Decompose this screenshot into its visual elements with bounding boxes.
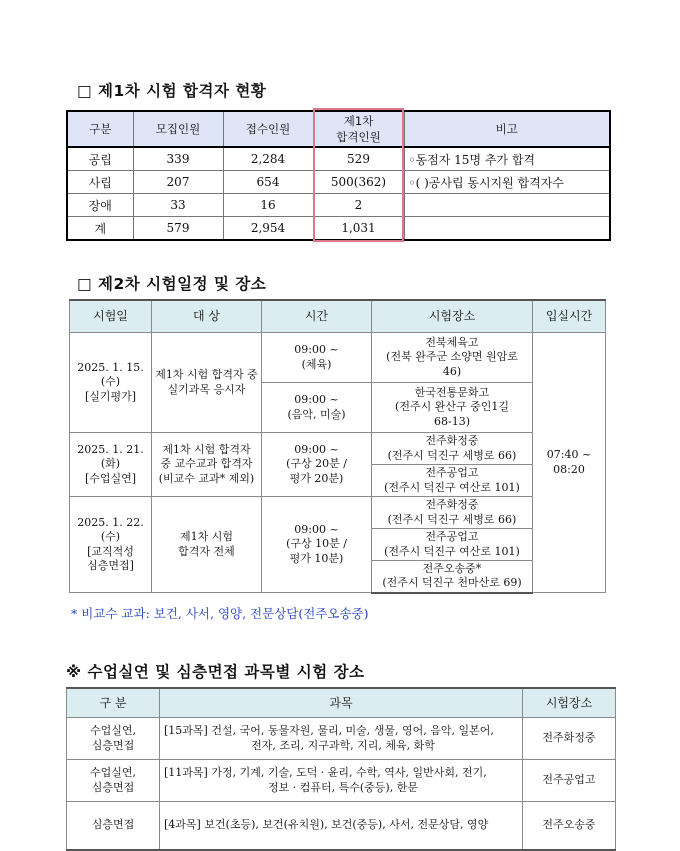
header-entry-time: 입실시간 [533,300,606,333]
header-venue: 시험장소 [372,300,533,333]
exam-venue: 전주공업고 (전주시 덕진구 여산로 101) [372,465,533,497]
row-type: 사립 [67,171,133,194]
exam-venue: 전북체육고 (전북 완주군 소양면 원암로 46) [372,333,533,383]
row-subjects: [15과목] 건설, 국어, 동물자원, 물리, 미술, 생물, 영어, 음악, 일본어, 전자, 조리, 지구과학, 지리, 체육, 화학 [160,718,523,760]
header-note: 비고 [404,111,610,147]
table-row [67,802,616,850]
exam-target: 제1차 시험 합격자 전체 [152,497,262,593]
row-applied: 2,954 [223,217,313,241]
row-type: 계 [67,217,133,241]
header-type: 구분 [67,111,133,147]
row-note [404,194,610,217]
header-type: 구 분 [67,688,160,718]
header-target: 대 상 [152,300,262,333]
row-applied: 654 [223,171,313,194]
row-applied: 16 [223,194,313,217]
row-passed: 2 [313,194,404,217]
row-type: 공립 [67,147,133,171]
header-venue: 시험장소 [523,688,616,718]
row-applied: 2,284 [223,147,313,171]
table-row [67,147,610,171]
row-subjects: [11과목] 가정, 기계, 기술, 도덕 · 윤리, 수학, 역사, 일반사회, 전기, 정보 · 컴퓨터, 특수(중등), 한문 [160,760,523,802]
section1-title: □ 제1차 시험 합격자 현황 [77,82,267,100]
exam-venue: 한국전통문화고 (전주시 완산구 중인1길 68-13) [372,383,533,433]
subject-venue-table [66,687,616,851]
table-row [67,194,610,217]
second-round-schedule-table [69,299,606,594]
footnote-non-teaching-subjects: * 비교수 교과: 보건, 사서, 영양, 전문상담(전주오송중) [71,606,369,621]
row-venue: 전주공업고 [523,760,616,802]
row-type: 수업실연, 심층면접 [67,760,160,802]
exam-time: 09:00 ~ (구상 20분 / 평가 20분) [262,433,372,497]
row-venue: 전주오송중 [523,802,616,850]
first-round-results-table [66,110,611,241]
row-quota: 579 [133,217,223,241]
row-note [404,217,610,241]
section2-title: □ 제2차 시험일정 및 장소 [77,275,267,293]
table-row-total [67,217,610,241]
header-passed: 제1차 합격인원 [313,111,404,147]
row-passed: 529 [313,147,404,171]
table-row [67,171,610,194]
exam-target: 제1차 시험 합격자 중 실기과목 응시자 [152,333,262,433]
exam-time: 09:00 ~ (음악, 미술) [262,383,372,433]
exam-date: 2025. 1. 21.(화) [수업실연] [70,433,152,497]
exam-venue: 전주화정중 (전주시 덕진구 세병로 66) [372,433,533,465]
row-type: 수업실연, 심층면접 [67,718,160,760]
section3-title: ※ 수업실연 및 심층면접 과목별 시험 장소 [66,663,365,681]
table-row [67,718,616,760]
exam-date: 2025. 1. 15.(수) [실기평가] [70,333,152,433]
row-type: 장애 [67,194,133,217]
row-note: ◦( )공사립 동시지원 합격자수 [404,171,610,194]
exam-venue: 전주공업고 (전주시 덕진구 여산로 101) [372,529,533,561]
exam-venue: 전주화정중 (전주시 덕진구 세병로 66) [372,497,533,529]
row-passed: 500(362) [313,171,404,194]
row-quota: 339 [133,147,223,171]
entry-time: 07:40 ~ 08:20 [533,333,606,593]
row-subjects: [4과목] 보건(초등), 보건(유치원), 보건(중등), 사서, 전문상담, 영양 [160,802,523,850]
exam-date: 2025. 1. 22.(수) [교직적성 심층면접] [70,497,152,593]
table-row [67,760,616,802]
exam-venue: 전주오송중* (전주시 덕진구 천마산로 69) [372,561,533,593]
row-type: 심층면접 [67,802,160,850]
header-subjects: 과목 [160,688,523,718]
header-date: 시험일 [70,300,152,333]
header-applied: 접수인원 [223,111,313,147]
row-passed: 1,031 [313,217,404,241]
exam-target: 제1차 시험 합격자 중 교수교과 합격자 (비교수 교과* 제외) [152,433,262,497]
row-quota: 207 [133,171,223,194]
row-note: ◦동점자 15명 추가 합격 [404,147,610,171]
row-venue: 전주화정중 [523,718,616,760]
exam-time: 09:00 ~ (구상 10분 / 평가 10분) [262,497,372,593]
exam-time: 09:00 ~ (체육) [262,333,372,383]
row-quota: 33 [133,194,223,217]
header-time: 시간 [262,300,372,333]
header-quota: 모집인원 [133,111,223,147]
